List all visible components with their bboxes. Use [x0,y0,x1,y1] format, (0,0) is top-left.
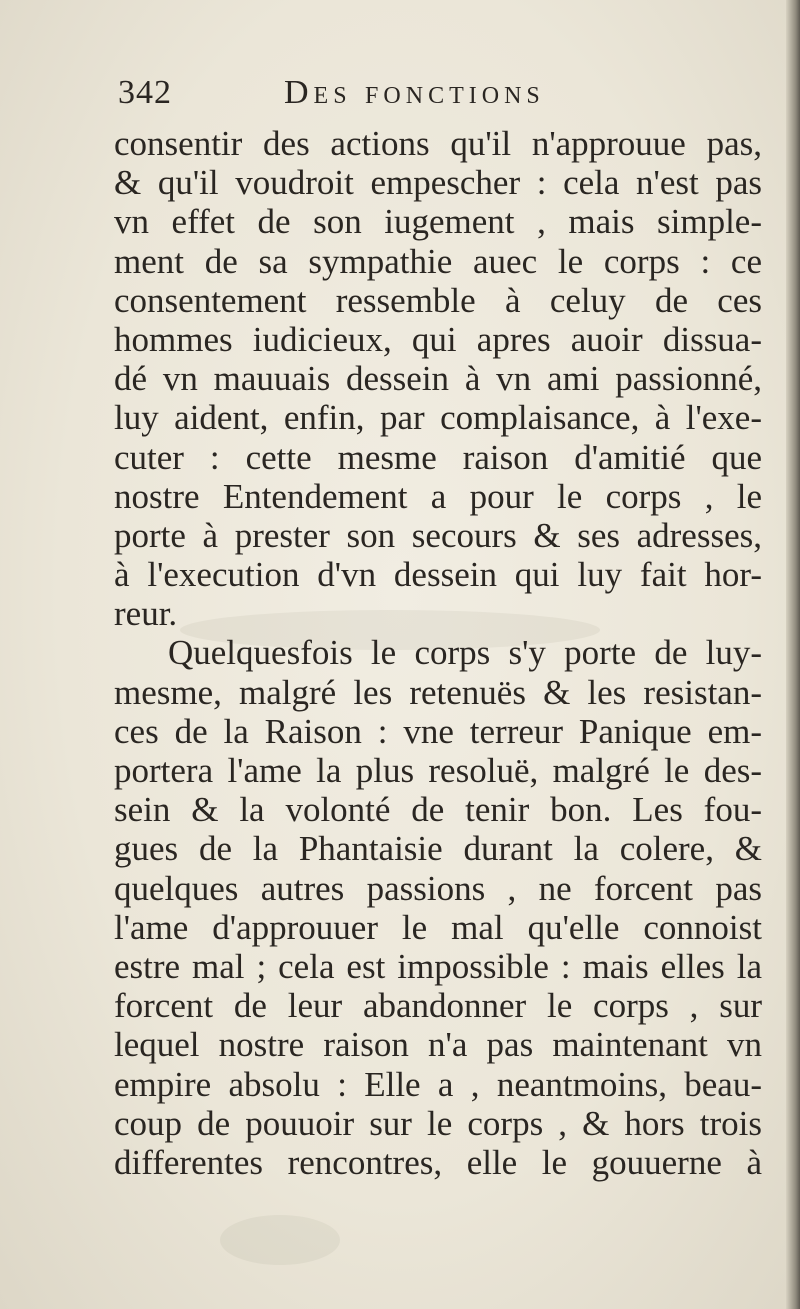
text-line: differentes rencontres, elle le gouuerne à [114,1142,762,1182]
text-line: vn effet de son iugement , mais simple- [114,202,762,242]
text-line: l'ame d'approuuer le mal qu'elle connoist [114,907,762,947]
running-head: Des fonctions [284,74,545,111]
text-line: gues de la Phantaisie durant la colere, & [114,829,762,869]
page-gutter [786,0,800,1309]
text-line: cuter : cette mesme raison d'amitié que [114,437,762,477]
text-line: sein & la volonté de tenir bon. Les fou- [114,790,762,830]
text-line: forcent de leur abandonner le corps , sur [114,986,762,1026]
text-line: luy aident, enfin, par complaisance, à l'exe- [114,398,762,438]
text-line: dé vn mauuais dessein à vn ami passionné, [114,359,762,399]
text-line: estre mal ; cela est impossible : mais elles la [114,946,762,986]
text-line: porte à prester son secours & ses adresses, [114,515,762,555]
text-line: empire absolu : Elle a , neantmoins, beau- [114,1064,762,1104]
page-header [118,74,758,124]
text-line: lequel nostre raison n'a pas maintenant vn [114,1025,762,1065]
text-line: coup de pouuoir sur le corps , & hors trois [114,1103,762,1143]
text-line: & qu'il voudroit empescher : cela n'est pas [114,163,762,203]
text-line: quelques autres passions , ne forcent pas [114,868,762,908]
text-line: nostre Entendement a pour le corps , le [114,476,762,516]
text-line: ces de la Raison : vne terreur Panique em- [114,711,762,751]
text-line: mesme, malgré les retenuës & les resistan- [114,672,762,712]
text-line: ment de sa sympathie auec le corps : ce [114,241,762,281]
paper-stain [220,1215,340,1265]
page-number: 342 [118,74,172,111]
text-line: consentement ressemble à celuy de ces [114,280,762,320]
text-line: Quelquesfois le corps s'y porte de luy- [168,633,762,673]
text-line: consentir des actions qu'il n'approuue pas, [114,124,762,163]
text-line: reur. [114,594,178,634]
body-text [114,124,762,1182]
text-line: hommes iudicieux, qui apres auoir dissua- [114,319,762,359]
text-line: portera l'ame la plus resoluë, malgré le des- [114,751,762,790]
text-line: à l'execution d'vn dessein qui luy fait hor- [114,555,762,595]
